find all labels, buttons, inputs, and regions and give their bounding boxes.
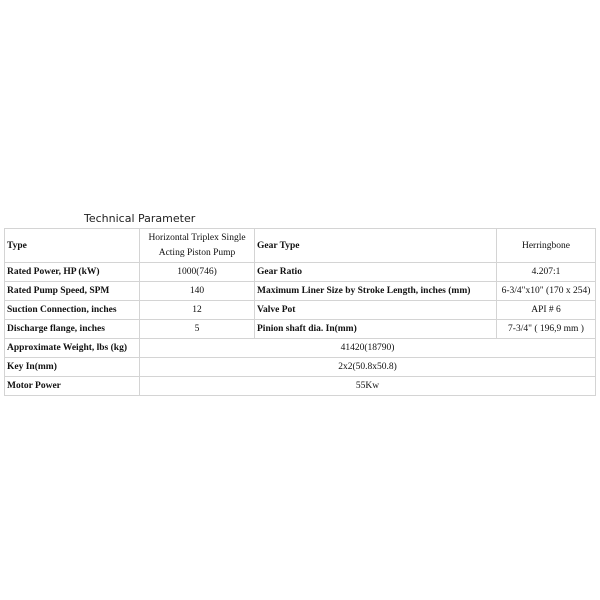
table-row [5, 320, 596, 339]
row-value: 140 [140, 282, 255, 301]
row-label: Maximum Liner Size by Stroke Length, inches (mm) [255, 282, 497, 301]
row-value: 41420(18790) [140, 339, 596, 358]
row-value: 55Kw [140, 377, 596, 396]
row-label: Rated Power, HP (kW) [5, 263, 140, 282]
row-label: Rated Pump Speed, SPM [5, 282, 140, 301]
row-value: Herringbone [497, 229, 596, 263]
row-label: Motor Power [5, 377, 140, 396]
row-label: Gear Type [255, 229, 497, 263]
row-value: 4.207:1 [497, 263, 596, 282]
row-value: 12 [140, 301, 255, 320]
row-label: Suction Connection, inches [5, 301, 140, 320]
table-row [5, 229, 596, 263]
table-row [5, 263, 596, 282]
table-row [5, 358, 596, 377]
row-label: Type [5, 229, 140, 263]
technical-parameter-table [4, 228, 596, 396]
row-value: Horizontal Triplex Single Acting Piston Pump [140, 229, 255, 263]
row-value: 6-3/4"x10" (170 x 254) [497, 282, 596, 301]
row-value: 1000(746) [140, 263, 255, 282]
row-value: 5 [140, 320, 255, 339]
row-value: 7-3/4" ( 196,9 mm ) [497, 320, 596, 339]
table-caption: Technical Parameter [84, 212, 196, 225]
row-label: Approximate Weight, lbs (kg) [5, 339, 140, 358]
row-label: Pinion shaft dia. In(mm) [255, 320, 497, 339]
row-label: Gear Ratio [255, 263, 497, 282]
row-value: 2x2(50.8x50.8) [140, 358, 596, 377]
table-row [5, 282, 596, 301]
row-label: Discharge flange, inches [5, 320, 140, 339]
table-row [5, 301, 596, 320]
row-value: API # 6 [497, 301, 596, 320]
row-label: Key In(mm) [5, 358, 140, 377]
table-row [5, 377, 596, 396]
table-row [5, 339, 596, 358]
row-label: Valve Pot [255, 301, 497, 320]
